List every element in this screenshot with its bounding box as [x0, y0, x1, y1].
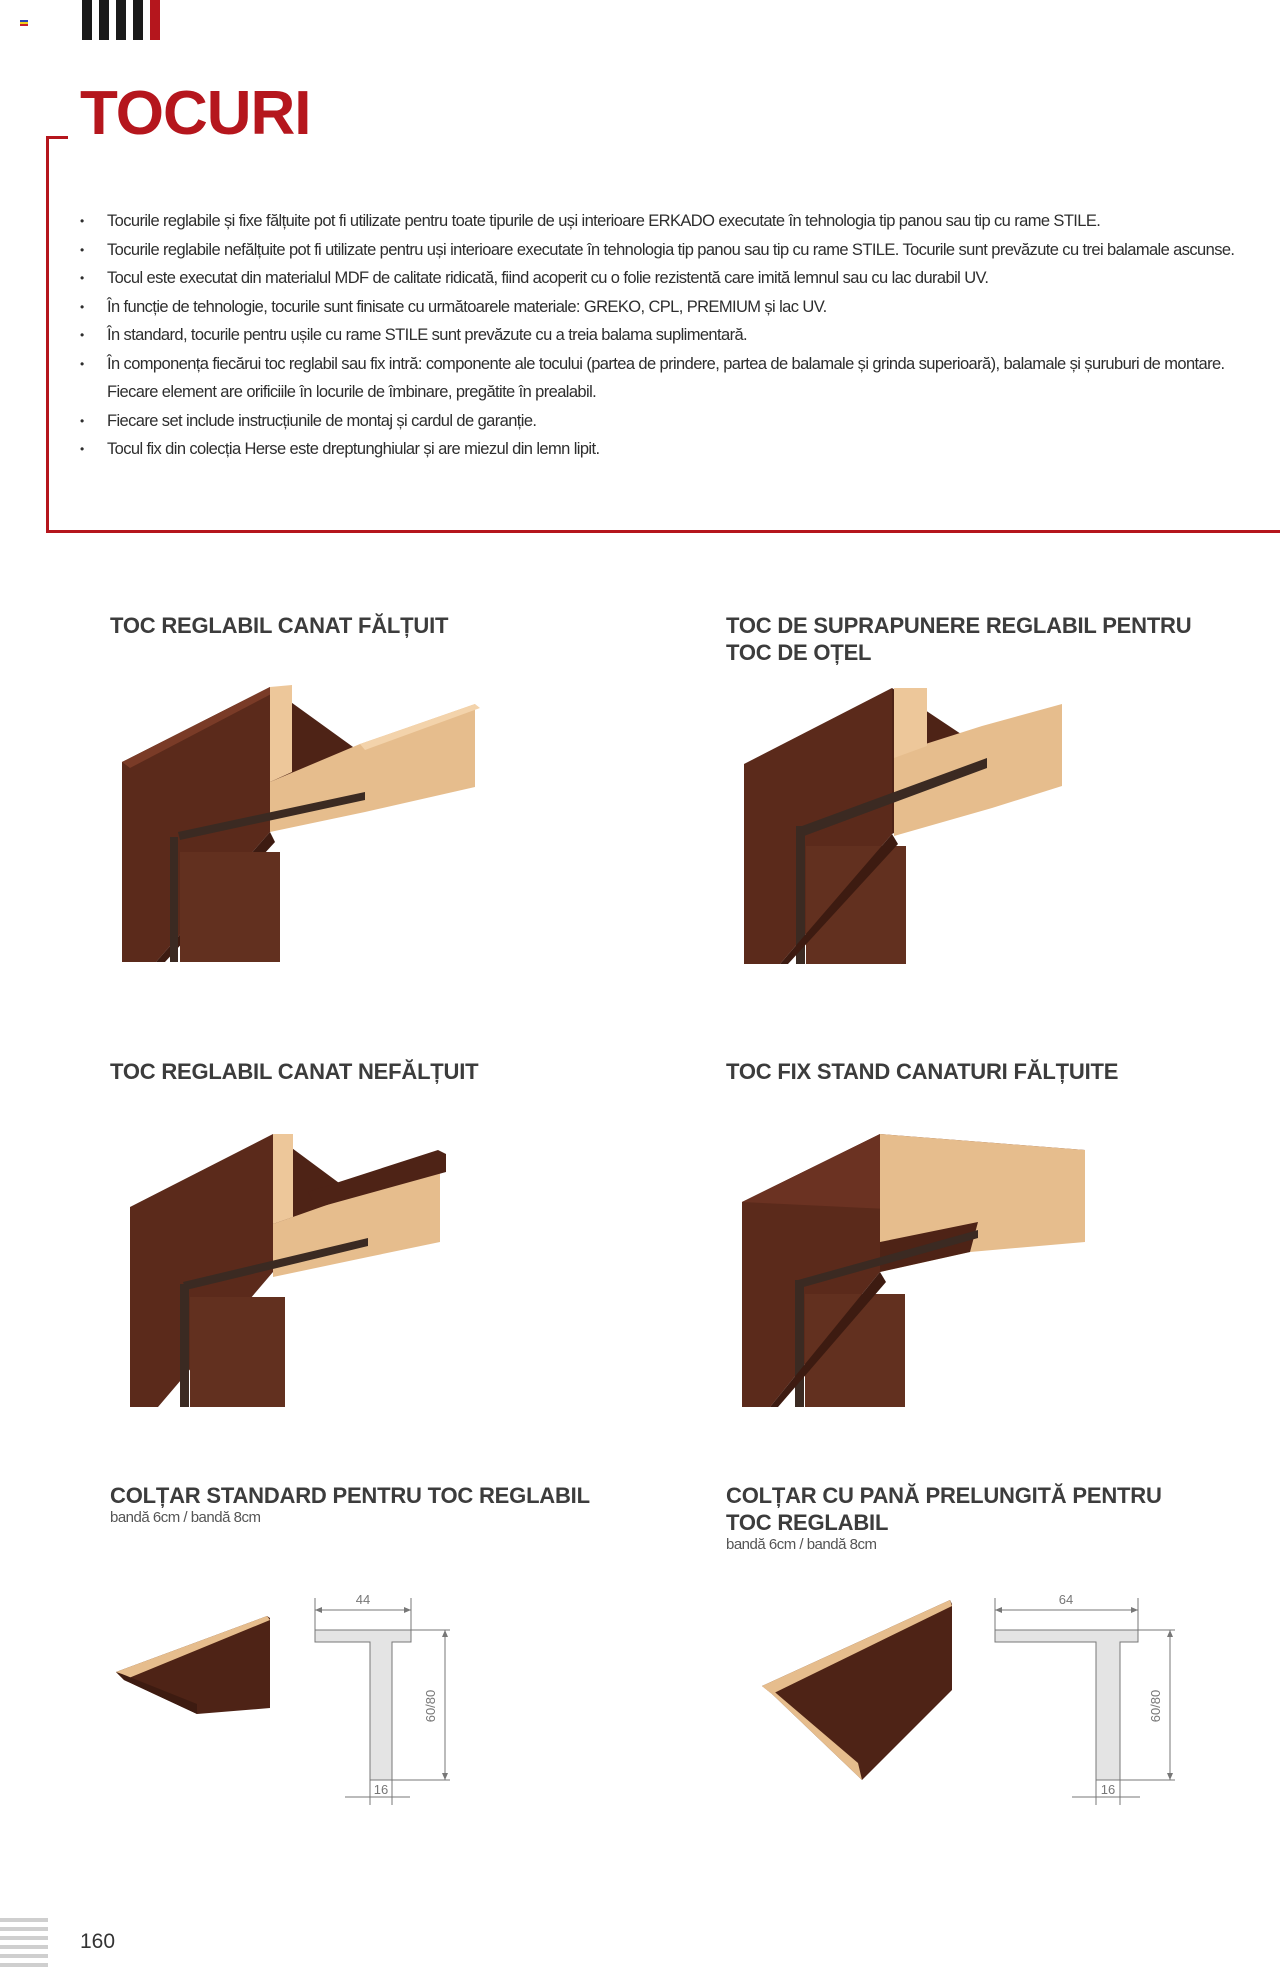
corner-title-extended [726, 1482, 1266, 1553]
frame-rule-top [46, 136, 68, 139]
product-title-line: TOC DE OȚEL [726, 640, 872, 665]
product-title-line: TOC REGLABIL CANAT NEFĂLȚUIT [110, 1059, 479, 1084]
corner-title-standard [110, 1482, 670, 1526]
corner-subtitle: bandă 6cm / bandă 8cm [110, 1509, 261, 1526]
product-title-toc-suprapunere [726, 612, 1266, 666]
corner-image-extended [760, 1598, 955, 1783]
info-list-item: • În standard, tocurile pentru ușile cu rame STILE sunt prevăzute cu a treia balama suplimentară. [80, 321, 1240, 350]
product-title-line: TOC REGLABIL CANAT FĂLȚUIT [110, 613, 449, 638]
flag-icon [20, 20, 28, 26]
dimension-label-bottom: 16 [373, 1782, 389, 1797]
corner-subtitle: bandă 6cm / bandă 8cm [726, 1536, 877, 1553]
info-list [80, 207, 1240, 464]
dimension-label-side: 60/80 [423, 1689, 438, 1723]
frame-rule-left [46, 136, 49, 533]
frame-image-adjustable-rebated [120, 682, 480, 964]
info-list-item: • În componența fiecărui toc reglabil sau fix intră: componente ale tocului (partea de prindere, partea de balamale și grinda superioară), balamale și șuruburi de montare. Fiecare element are orificiile în locurile de îmbinare, pregătite în prealabil. [80, 350, 1240, 407]
frame-rule-bottom [46, 530, 1280, 533]
info-list-item: • În funcție de tehnologie, tocurile sunt finisate cu următoarele materiale: GREKO, CPL, PREMIUM și lac UV. [80, 293, 1240, 322]
info-list-item: • Tocurile reglabile nefălțuite pot fi utilizate pentru uși interioare executate în tehnologia tip panou sau tip cu rame STILE. Tocurile sunt prevăzute cu trei balamale ascunse. [80, 236, 1240, 265]
product-title-toc-reglabil-faltuit [110, 612, 630, 639]
page-title: TOCURI [80, 79, 311, 148]
brand-logo-icon [82, 0, 160, 40]
page-number: 160 [80, 1930, 116, 1953]
dimension-label-side: 60/80 [1148, 1689, 1163, 1723]
product-title-toc-reglabil-nefaltuit [110, 1058, 630, 1085]
info-list-item: • Tocurile reglabile și fixe fălțuite pot fi utilizate pentru toate tipurile de uși interioare ERKADO executate în tehnologia tip panou sau tip cu rame STILE. [80, 207, 1240, 236]
frame-image-adjustable-non-rebated [128, 1132, 448, 1407]
product-title-toc-fix-stand [726, 1058, 1266, 1085]
product-title-line: TOC DE SUPRAPUNERE REGLABIL PENTRU [726, 613, 1192, 638]
corner-title-line: TOC REGLABIL [726, 1510, 889, 1535]
product-title-line: TOC FIX STAND CANATURI FĂLȚUITE [726, 1059, 1119, 1084]
dimension-label-top: 64 [1058, 1592, 1074, 1607]
dimension-label-top: 44 [355, 1592, 371, 1607]
footer-stripes-icon [0, 1918, 48, 1967]
info-list-item: • Fiecare set include instrucțiunile de montaj și cardul de garanție. [80, 407, 1240, 436]
dimension-label-bottom: 16 [1100, 1782, 1116, 1797]
frame-image-overlay-steel [742, 686, 1068, 964]
corner-title-line: COLȚAR CU PANĂ PRELUNGITĂ PENTRU [726, 1483, 1162, 1508]
frame-image-fixed-stand [740, 1132, 1085, 1407]
info-list-item: • Tocul fix din colecția Herse este dreptunghiular și are miezul din lemn lipit. [80, 435, 1240, 464]
info-list-item: • Tocul este executat din materialul MDF de calitate ridicată, fiind acoperit cu o folie rezistentă care imită lemnul sau cu lac durabil UV. [80, 264, 1240, 293]
corner-image-standard [112, 1612, 272, 1717]
corner-profile-diagram-extended [990, 1590, 1180, 1810]
corner-profile-diagram-standard [310, 1590, 460, 1810]
corner-title-line: COLȚAR STANDARD PENTRU TOC REGLABIL [110, 1483, 590, 1508]
